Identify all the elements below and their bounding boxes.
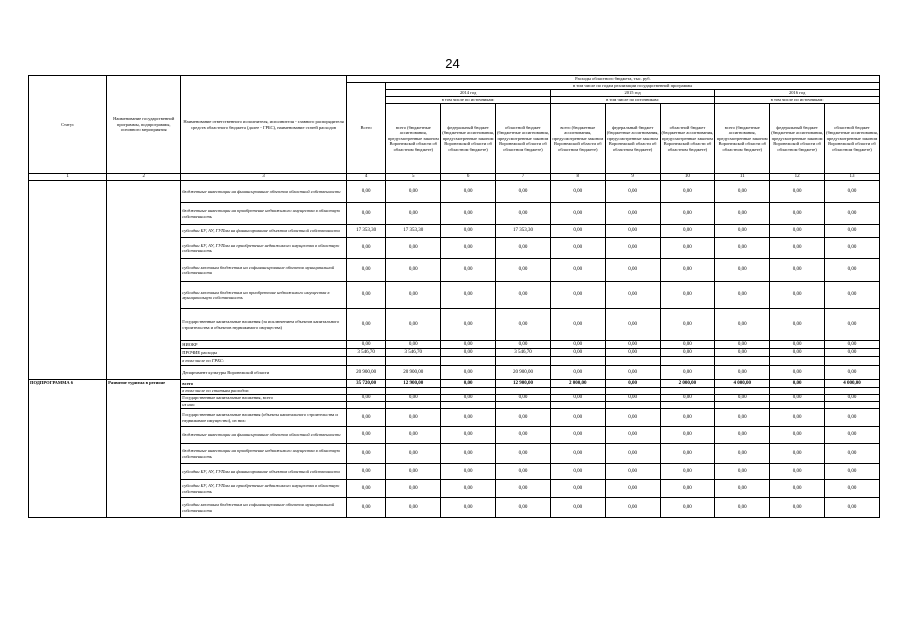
column-number: 1 [29, 174, 107, 181]
header-by-sources: в том числе по источникам: [550, 97, 714, 104]
column-number: 3 [181, 174, 347, 181]
value-cell: 0,00 [496, 427, 551, 444]
value-cell: 0,00 [715, 409, 770, 427]
value-cell: 0,00 [605, 380, 660, 388]
value-cell: 0,00 [441, 282, 496, 309]
value-cell: 0,00 [605, 444, 660, 464]
column-number: 5 [386, 174, 441, 181]
value-cell: 0,00 [770, 238, 825, 259]
value-cell: 0,00 [496, 409, 551, 427]
page-number: 24 [445, 56, 460, 71]
value-cell: 0,00 [496, 309, 551, 341]
value-cell: 0,00 [660, 349, 715, 357]
row-label: из них: [181, 402, 347, 409]
value-cell: 0,00 [605, 498, 660, 518]
program-name-cell [107, 181, 181, 380]
value-cell: 20 900,00 [386, 366, 441, 380]
value-cell [660, 402, 715, 409]
value-cell: 0,00 [346, 395, 386, 402]
value-cell: 0,00 [770, 309, 825, 341]
value-cell [715, 402, 770, 409]
value-cell: 0,00 [441, 498, 496, 518]
value-cell: 4 000,00 [825, 380, 880, 388]
value-cell: 0,00 [550, 309, 605, 341]
header-program-name: Наименование государственной программы, подпрограммы, основного мероприятия [107, 76, 181, 174]
value-cell: 0,00 [346, 409, 386, 427]
value-cell: 0,00 [825, 349, 880, 357]
value-cell: 0,00 [825, 444, 880, 464]
value-cell: 0,00 [605, 225, 660, 238]
value-cell: 0,00 [770, 341, 825, 349]
value-cell: 0,00 [770, 349, 825, 357]
header-col-federal: федеральный бюджет (бюджетные ассигнования, предусмотренные законом Воронежской области об областном бюджете) [441, 104, 496, 174]
value-cell: 0,00 [550, 464, 605, 480]
value-cell: 0,00 [496, 498, 551, 518]
column-number: 8 [550, 174, 605, 181]
row-label: субсидии БУ, АУ, ГУПам на приобретение недвижимого имущества в областную собственность [181, 480, 347, 498]
value-cell: 0,00 [441, 480, 496, 498]
value-cell: 0,00 [441, 380, 496, 388]
value-cell: 0,00 [605, 427, 660, 444]
row-label: бюджетные инвестиции на финансирование объектов областной собственности [181, 181, 347, 203]
value-cell: 0,00 [386, 498, 441, 518]
value-cell: 0,00 [770, 464, 825, 480]
value-cell: 17 353,30 [496, 225, 551, 238]
value-cell: 0,00 [825, 238, 880, 259]
value-cell [441, 402, 496, 409]
table-header [29, 76, 880, 181]
value-cell: 0,00 [386, 203, 441, 225]
value-cell: 0,00 [441, 341, 496, 349]
value-cell: 0,00 [346, 341, 386, 349]
value-cell: 35 720,00 [346, 380, 386, 388]
header-col-total-budget: всего (бюджетные ассигнования, предусмотренные законом Воронежской области об областном бюджете) [386, 104, 441, 174]
row-label: субсидии местным бюджетам на приобретение недвижимого имущества в муниципальную собственность [181, 282, 347, 309]
value-cell: 0,00 [346, 203, 386, 225]
value-cell [605, 357, 660, 366]
value-cell [660, 388, 715, 395]
value-cell: 0,00 [715, 259, 770, 282]
value-cell: 0,00 [715, 203, 770, 225]
value-cell: 0,00 [770, 225, 825, 238]
value-cell [660, 357, 715, 366]
value-cell: 0,00 [605, 181, 660, 203]
value-cell: 0,00 [386, 395, 441, 402]
header-year-2016: 2016 год [715, 90, 880, 97]
value-cell: 0,00 [825, 282, 880, 309]
value-cell: 3 546,70 [386, 349, 441, 357]
value-cell: 0,00 [770, 259, 825, 282]
value-cell: 0,00 [770, 409, 825, 427]
row-label: Департамент культуры Воронежской области [181, 366, 347, 380]
status-cell: ПОДПРОГРАММА 6 [29, 380, 107, 518]
value-cell: 0,00 [605, 203, 660, 225]
value-cell: 0,00 [660, 464, 715, 480]
value-cell: 0,00 [550, 203, 605, 225]
table-row [29, 181, 880, 203]
value-cell: 0,00 [346, 427, 386, 444]
value-cell: 0,00 [386, 259, 441, 282]
header-col-federal: федеральный бюджет (бюджетные ассигнования, предусмотренные законом Воронежской области об областном бюджете) [605, 104, 660, 174]
value-cell: 0,00 [715, 395, 770, 402]
value-cell: 0,00 [550, 498, 605, 518]
row-label: субсидии местным бюджетам на софинансирование объектов муниципальной собственности [181, 498, 347, 518]
value-cell [825, 402, 880, 409]
value-cell [605, 402, 660, 409]
value-cell [441, 357, 496, 366]
value-cell: 0,00 [825, 427, 880, 444]
program-name-cell: Развитие туризма в регионе [107, 380, 181, 518]
value-cell: 0,00 [660, 282, 715, 309]
row-label: субсидии БУ, АУ, ГУПам на приобретение недвижимого имущества в областную собственность [181, 238, 347, 259]
value-cell: 0,00 [346, 238, 386, 259]
value-cell: 0,00 [825, 181, 880, 203]
value-cell [496, 388, 551, 395]
value-cell: 0,00 [346, 282, 386, 309]
value-cell: 0,00 [550, 181, 605, 203]
value-cell: 0,00 [660, 259, 715, 282]
value-cell: 0,00 [441, 444, 496, 464]
value-cell: 0,00 [386, 309, 441, 341]
value-cell: 0,00 [825, 259, 880, 282]
header-col-total-budget: всего (бюджетные ассигнования, предусмотренные законом Воронежской области об областном бюджете) [715, 104, 770, 174]
value-cell: 0,00 [660, 366, 715, 380]
header-col-regional: областной бюджет (бюджетные ассигнования, предусмотренные законом Воронежской области об областном бюджете) [496, 104, 551, 174]
value-cell: 0,00 [550, 395, 605, 402]
value-cell: 0,00 [770, 380, 825, 388]
value-cell: 0,00 [770, 498, 825, 518]
value-cell: 0,00 [660, 181, 715, 203]
value-cell [825, 388, 880, 395]
value-cell: 0,00 [715, 366, 770, 380]
value-cell: 0,00 [496, 480, 551, 498]
value-cell: 0,00 [441, 409, 496, 427]
value-cell: 0,00 [346, 309, 386, 341]
value-cell [386, 357, 441, 366]
value-cell: 0,00 [605, 238, 660, 259]
row-label: субсидии местным бюджетам на софинансирование объектов муниципальной собственности [181, 259, 347, 282]
value-cell: 0,00 [441, 309, 496, 341]
row-label: бюджетные инвестиции на приобретение недвижимого имущества в областную собственность [181, 203, 347, 225]
value-cell: 0,00 [496, 259, 551, 282]
value-cell: 0,00 [825, 498, 880, 518]
header-by-sources: в том числе по источникам: [386, 97, 550, 104]
value-cell: 0,00 [496, 395, 551, 402]
header-status: Статус [29, 76, 107, 174]
value-cell [770, 388, 825, 395]
value-cell: 0,00 [550, 259, 605, 282]
value-cell: 0,00 [346, 480, 386, 498]
value-cell: 0,00 [715, 464, 770, 480]
value-cell [770, 402, 825, 409]
value-cell [496, 357, 551, 366]
value-cell: 0,00 [605, 309, 660, 341]
value-cell: 17 353,30 [346, 225, 386, 238]
value-cell [770, 357, 825, 366]
value-cell: 0,00 [550, 444, 605, 464]
value-cell: 0,00 [605, 259, 660, 282]
value-cell: 0,00 [496, 464, 551, 480]
header-col-regional: областной бюджет (бюджетные ассигнования, предусмотренные законом Воронежской области об областном бюджете) [825, 104, 880, 174]
value-cell: 0,00 [386, 464, 441, 480]
row-label: Государственные капитальные вложения, всего [181, 395, 347, 402]
value-cell: 0,00 [825, 409, 880, 427]
value-cell: 0,00 [605, 341, 660, 349]
value-cell: 0,00 [770, 395, 825, 402]
value-cell [386, 402, 441, 409]
value-cell: 20 900,00 [496, 366, 551, 380]
value-cell: 0,00 [441, 259, 496, 282]
value-cell: 0,00 [496, 282, 551, 309]
column-number: 7 [496, 174, 551, 181]
value-cell: 0,00 [825, 225, 880, 238]
value-cell: 0,00 [715, 349, 770, 357]
value-cell: 0,00 [386, 282, 441, 309]
value-cell: 0,00 [441, 238, 496, 259]
value-cell: 0,00 [441, 203, 496, 225]
value-cell: 0,00 [346, 464, 386, 480]
value-cell: 0,00 [605, 282, 660, 309]
value-cell [346, 388, 386, 395]
row-label: Государственные капитальные вложения (за исключением объектов капитального строительства и объектов недвижимого имущества) [181, 309, 347, 341]
header-expenses-title: Расходы областного бюджета, тыс. руб. [346, 76, 879, 83]
value-cell: 0,00 [550, 349, 605, 357]
header-col-total-budget: всего (бюджетные ассигнования, предусмотренные законом Воронежской области об областном бюджете) [550, 104, 605, 174]
row-label: в том числе по статьям расходов: [181, 388, 347, 395]
value-cell: 0,00 [770, 366, 825, 380]
value-cell: 0,00 [770, 181, 825, 203]
value-cell [550, 402, 605, 409]
value-cell: 0,00 [660, 225, 715, 238]
value-cell: 0,00 [346, 259, 386, 282]
row-label: всего [181, 380, 347, 388]
header-col-federal: федеральный бюджет (бюджетные ассигнования, предусмотренные законом Воронежской области об областном бюджете) [770, 104, 825, 174]
value-cell [346, 402, 386, 409]
value-cell: 12 900,00 [386, 380, 441, 388]
value-cell [346, 357, 386, 366]
value-cell: 0,00 [550, 225, 605, 238]
value-cell: 0,00 [660, 480, 715, 498]
value-cell: 0,00 [660, 395, 715, 402]
value-cell: 0,00 [496, 341, 551, 349]
column-number: 9 [605, 174, 660, 181]
value-cell: 0,00 [715, 282, 770, 309]
header-col-regional: областной бюджет (бюджетные ассигнования, предусмотренные законом Воронежской области об областном бюджете) [660, 104, 715, 174]
row-label: субсидии БУ, АУ, ГУПам на финансирование объектов областной собственности [181, 464, 347, 480]
value-cell: 0,00 [605, 480, 660, 498]
value-cell: 3 546,70 [496, 349, 551, 357]
value-cell: 0,00 [441, 464, 496, 480]
value-cell: 0,00 [346, 444, 386, 464]
header-year-2014: 2014 год [386, 90, 550, 97]
table-body [29, 181, 880, 518]
value-cell [496, 402, 551, 409]
column-number: 13 [825, 174, 880, 181]
row-label: бюджетные инвестиции на приобретение недвижимого имущества в областную собственность [181, 444, 347, 464]
value-cell: 0,00 [715, 225, 770, 238]
value-cell: 0,00 [770, 480, 825, 498]
value-cell: 0,00 [550, 341, 605, 349]
value-cell [715, 388, 770, 395]
value-cell [550, 388, 605, 395]
value-cell: 17 353,30 [386, 225, 441, 238]
column-number: 10 [660, 174, 715, 181]
column-numbers-row [29, 174, 880, 181]
value-cell: 0,00 [660, 238, 715, 259]
value-cell: 0,00 [660, 498, 715, 518]
status-cell [29, 181, 107, 380]
value-cell [715, 357, 770, 366]
value-cell: 0,00 [441, 225, 496, 238]
row-label: Государственные капитальные вложения (объекты капитального строительства и недвижимое имущество), из них: [181, 409, 347, 427]
column-number: 4 [346, 174, 386, 181]
header-total: Всего [346, 83, 386, 174]
value-cell: 0,00 [825, 203, 880, 225]
value-cell: 0,00 [550, 282, 605, 309]
row-label: ПРОЧИЕ расходы [181, 349, 347, 357]
value-cell [825, 357, 880, 366]
value-cell: 0,00 [715, 444, 770, 464]
value-cell: 0,00 [715, 181, 770, 203]
value-cell: 0,00 [825, 464, 880, 480]
value-cell: 0,00 [550, 238, 605, 259]
value-cell: 0,00 [715, 498, 770, 518]
value-cell: 0,00 [660, 203, 715, 225]
value-cell: 0,00 [660, 341, 715, 349]
value-cell: 3 546,70 [346, 349, 386, 357]
value-cell: 4 000,00 [715, 380, 770, 388]
value-cell: 0,00 [386, 238, 441, 259]
value-cell: 0,00 [825, 395, 880, 402]
value-cell: 0,00 [660, 444, 715, 464]
table-row [29, 380, 880, 388]
column-number: 2 [107, 174, 181, 181]
value-cell: 0,00 [770, 427, 825, 444]
column-number: 6 [441, 174, 496, 181]
header-by-sources: в том числе по источникам: [715, 97, 880, 104]
header-executor: Наименование ответственного исполнителя, исполнителя - главного распорядителя средств областного бюджета (далее - ГРБС), наименование статей расходов [181, 76, 347, 174]
value-cell: 0,00 [441, 349, 496, 357]
value-cell [441, 388, 496, 395]
column-number: 11 [715, 174, 770, 181]
value-cell: 12 900,00 [496, 380, 551, 388]
value-cell: 0,00 [550, 409, 605, 427]
row-label: НИОКР [181, 341, 347, 349]
value-cell: 0,00 [660, 409, 715, 427]
header-by-years: в том числе по годам реализации государственной программы [386, 83, 880, 90]
row-label: бюджетные инвестиции на финансирование объектов областной собственности [181, 427, 347, 444]
value-cell: 0,00 [715, 238, 770, 259]
value-cell: 0,00 [605, 464, 660, 480]
value-cell: 0,00 [715, 427, 770, 444]
value-cell: 0,00 [660, 427, 715, 444]
budget-table [28, 75, 880, 518]
value-cell: 0,00 [715, 480, 770, 498]
value-cell: 0,00 [496, 444, 551, 464]
value-cell: 0,00 [386, 480, 441, 498]
value-cell: 0,00 [605, 366, 660, 380]
value-cell: 0,00 [825, 309, 880, 341]
value-cell: 0,00 [386, 427, 441, 444]
value-cell: 0,00 [770, 282, 825, 309]
value-cell: 0,00 [550, 480, 605, 498]
value-cell: 2 000,00 [660, 380, 715, 388]
value-cell: 0,00 [441, 366, 496, 380]
value-cell: 0,00 [496, 181, 551, 203]
value-cell: 0,00 [605, 349, 660, 357]
value-cell: 0,00 [441, 395, 496, 402]
value-cell: 0,00 [825, 341, 880, 349]
row-label: в том числе по ГРБС: [181, 357, 347, 366]
value-cell: 0,00 [346, 181, 386, 203]
value-cell: 0,00 [441, 181, 496, 203]
value-cell: 0,00 [715, 341, 770, 349]
value-cell: 0,00 [825, 366, 880, 380]
value-cell: 0,00 [605, 395, 660, 402]
value-cell: 0,00 [386, 409, 441, 427]
value-cell [605, 388, 660, 395]
value-cell [386, 388, 441, 395]
value-cell: 2 000,00 [550, 380, 605, 388]
value-cell: 20 900,00 [346, 366, 386, 380]
value-cell: 0,00 [715, 309, 770, 341]
value-cell: 0,00 [550, 427, 605, 444]
value-cell: 0,00 [660, 309, 715, 341]
value-cell: 0,00 [386, 181, 441, 203]
value-cell: 0,00 [386, 444, 441, 464]
value-cell: 0,00 [605, 409, 660, 427]
value-cell: 0,00 [386, 341, 441, 349]
value-cell: 0,00 [496, 238, 551, 259]
header-year-2015: 2015 год [550, 90, 714, 97]
value-cell: 0,00 [496, 203, 551, 225]
value-cell: 0,00 [825, 480, 880, 498]
row-label: субсидии БУ, АУ, ГУПам на финансирование объектов областной собственности [181, 225, 347, 238]
value-cell: 0,00 [346, 498, 386, 518]
value-cell: 0,00 [770, 444, 825, 464]
value-cell: 0,00 [770, 203, 825, 225]
value-cell: 0,00 [550, 366, 605, 380]
value-cell [550, 357, 605, 366]
column-number: 12 [770, 174, 825, 181]
value-cell: 0,00 [441, 427, 496, 444]
